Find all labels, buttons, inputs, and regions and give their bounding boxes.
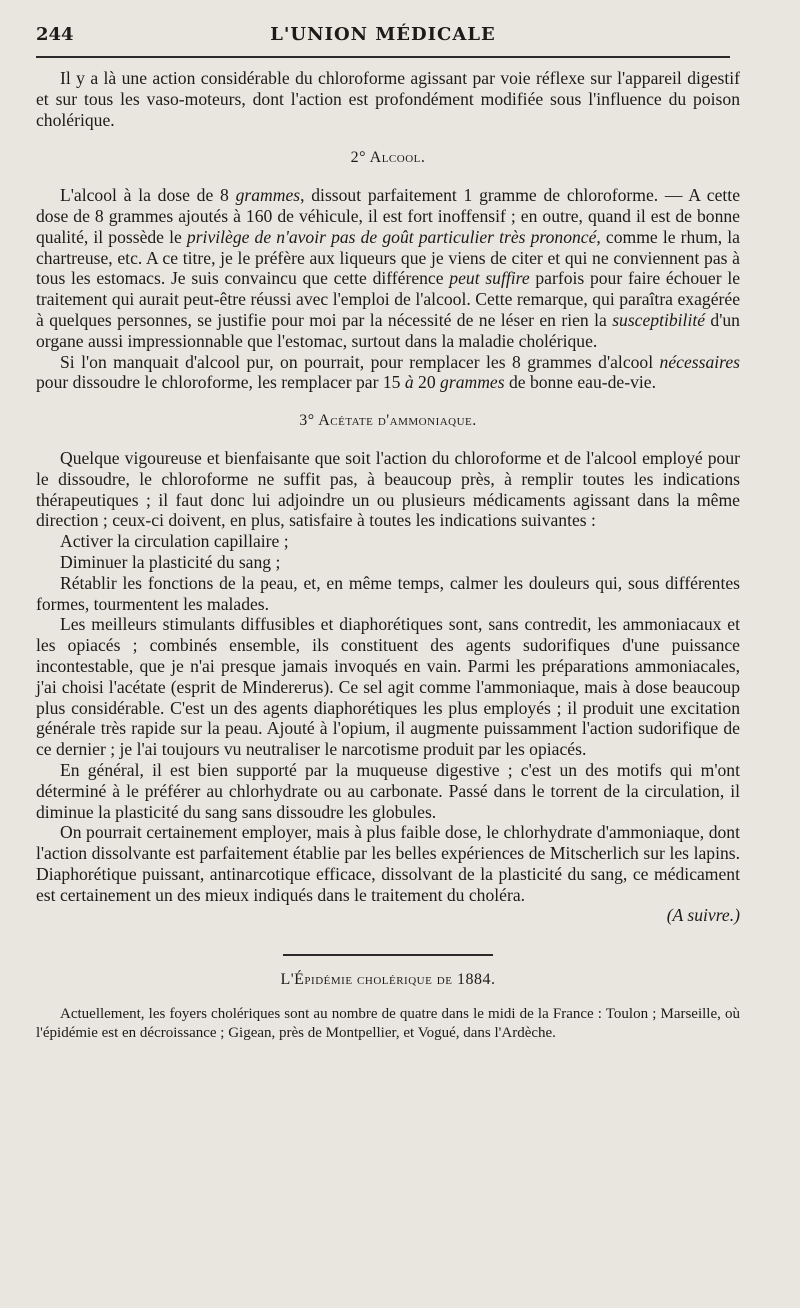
article-body <box>36 68 740 1043</box>
acetate-paragraph-4: Rétablir les fonctions de la peau, et, en même temps, calmer les douleurs qui, sous différentes formes, tourmentent les malades. <box>36 572 740 614</box>
intro-paragraph: Il y a là une action considérable du chloroforme agissant par voie réflexe sur l'appareil digestif et sur tous les vaso-moteurs, dont l'action est profondément modifiée sous l'influence du poison cholérique. <box>36 68 740 130</box>
acetate-paragraph-3: Diminuer la plasticité du sang ; <box>60 551 281 572</box>
section-heading-alcool: 2° Alcool. <box>350 149 426 167</box>
header-rule <box>36 56 730 58</box>
running-title: L'UNION MÉDICALE <box>270 24 496 45</box>
page-header <box>36 20 730 54</box>
to-be-continued: (A suivre.) <box>666 905 740 926</box>
alcool-paragraph-2: Si l'on manquait d'alcool pur, on pourrait, pour remplacer les 8 grammes d'alcool nécessaires pour dissoudre le chloroforme, les remplacer par 15 à 20 grammes de bonne eau-de-vie. <box>36 351 740 393</box>
acetate-paragraph-1: Quelque vigoureuse et bienfaisante que soit l'action du chloroforme et de l'alcool employé pour le dissoudre, le chloroforme ne suffit pas, à beaucoup près, à remplir toutes les indications thérapeutiques ; il faut donc lui adjoindre un ou plusieurs médicaments agissant dans la même direction ; ceux-ci doivent, en plus, satisfaire à toutes les indications suivantes : <box>36 447 740 531</box>
section-end-rule <box>283 954 493 956</box>
alcool-paragraph-1: L'alcool à la dose de 8 grammes, dissout parfaitement 1 gramme de chloroforme. — A cette dose de 8 grammes ajoutés à 160 de véhicule, il est fort inoffensif ; en outre, quand il est de bonne qualité, il possède le privilège de n'avoir pas de goût particulier très prononcé, comme le rhum, la chartreuse, etc. A ce titre, je le préfère aux liqueurs que je viens de citer et qui ne conviennent pas à tous les estomacs. Je suis convaincu que cette différence peut suffire parfois pour faire échouer le traitement qui aurait peut-être réussi avec l'emploi de l'alcool. Cette remarque, qui paraîtra exagérée à quelques personnes, se justifie pour moi par la nécessité de ne léser en rien la susceptibilité d'un organe aussi impressionnable que l'estomac, surtout dans la maladie cholérique. <box>36 185 741 351</box>
epidemie-heading: L'Épidémie cholérique de 1884. <box>280 971 496 989</box>
epidemie-note: Actuellement, les foyers cholériques sont au nombre de quatre dans le midi de la France : Toulon ; Marseille, où l'épidémie est en décroissance ; Gigean, près de Montpellier, et Vogué, dans l'Ardèche. <box>36 1006 740 1042</box>
section-heading-acetate: 3° Acétate d'ammoniaque. <box>299 412 477 430</box>
acetate-paragraph-6: En général, il est bien supporté par la muqueuse digestive ; c'est un des motifs qui m'ont déterminé à le préférer au chlorhydrate ou au carbonate. Passé dans le torrent de la circulation, il diminue la plasticité du sang sans dissoudre les globules. <box>36 759 740 822</box>
acetate-paragraph-2: Activer la circulation capillaire ; <box>60 531 289 552</box>
acetate-paragraph-7: On pourrait certainement employer, mais à plus faible dose, le chlorhydrate d'ammoniaque, dont l'action dissolvante est parfaitement établie par les belles expériences de Mitscherlich sur les lapins. Diaphorétique puissant, antinarcotique efficace, dissolvant de la plasticité du sang, ce médicament est certainement un des mieux indiqués dans le traitement du choléra. <box>36 822 740 905</box>
acetate-paragraph-5: Les meilleurs stimulants diffusibles et diaphorétiques sont, sans contredit, les ammoniacaux et les opiacés ; combinés ensemble, ils constituent des agents sudorifiques d'une puissance incontestable, que je n'ai presque jamais invoqués en vain. Parmi les préparations ammoniacales, j'ai choisi l'acétate (esprit de Mindererus). Ce sel agit comme l'ammoniaque, mais à dose beaucoup plus considérable. C'est un des agents diaphorétiques les plus employés ; il produit une excitation générale très rapide sur la peau. Ajouté à l'opium, il augmente puissamment l'action sudorifique de ce dernier ; je l'ai toujours vu neutraliser le narcotisme produit par les opiacés. <box>36 614 740 760</box>
page-number: 244 <box>36 24 74 45</box>
